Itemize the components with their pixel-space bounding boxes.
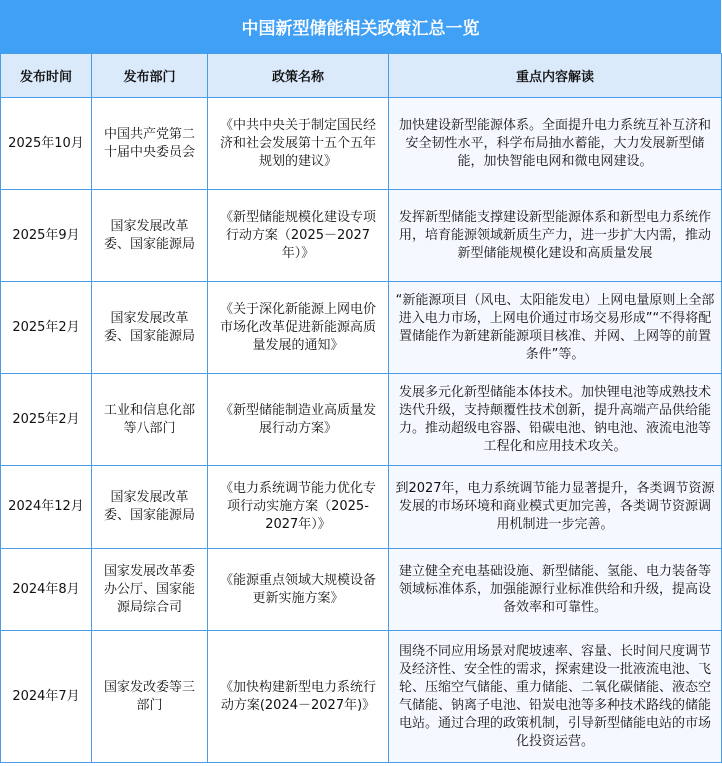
- table-row: [1, 282, 722, 374]
- table-row: [1, 98, 722, 190]
- policy-table: [0, 53, 722, 763]
- cell-date: 2025年2月: [1, 282, 92, 374]
- cell-department: 工业和信息化部等八部门: [92, 374, 208, 466]
- cell-policy: 《新型储能规模化建设专项行动方案（2025－2027年）》: [208, 190, 389, 282]
- header-date: 发布时间: [1, 54, 92, 98]
- cell-summary: 加快建设新型能源体系。全面提升电力系统互补互济和安全韧性水平，科学布局抽水蓄能，大力发展新型储能，加快智能电网和微电网建设。: [389, 98, 722, 190]
- header-key-content: 重点内容解读: [389, 54, 722, 98]
- cell-date: 2024年8月: [1, 549, 92, 631]
- cell-department: 国家发展改革委、国家能源局: [92, 282, 208, 374]
- cell-date: 2025年9月: [1, 190, 92, 282]
- cell-summary: 到2027年，电力系统调节能力显著提升，各类调节资源发展的市场环境和商业模式更加完善，各类调节资源调用机制进一步完善。: [389, 466, 722, 549]
- cell-policy: 《新型储能制造业高质量发展行动方案》: [208, 374, 389, 466]
- cell-date: 2025年10月: [1, 98, 92, 190]
- cell-date: 2025年2月: [1, 374, 92, 466]
- cell-department: 国家发展改革委办公厅、国家能源局综合司: [92, 549, 208, 631]
- cell-department: 国家发改委等三部门: [92, 631, 208, 763]
- cell-department: 国家发展改革委、国家能源局: [92, 190, 208, 282]
- cell-policy: 《关于深化新能源上网电价市场化改革促进新能源高质量发展的通知》: [208, 282, 389, 374]
- cell-summary: 发挥新型储能支撑建设新型能源体系和新型电力系统作用，培育能源领域新质生产力，进一步扩大内需，推动新型储能规模化建设和高质量发展: [389, 190, 722, 282]
- table-row: [1, 466, 722, 549]
- cell-summary: 建立健全充电基础设施、新型储能、氢能、电力装备等领域标准体系，加强能源行业标准供给和升级，提高设备效率和可靠性。: [389, 549, 722, 631]
- cell-date: 2024年12月: [1, 466, 92, 549]
- document-title: 中国新型储能相关政策汇总一览: [0, 0, 721, 53]
- header-department: 发布部门: [92, 54, 208, 98]
- header-policy-name: 政策名称: [208, 54, 389, 98]
- cell-policy: 《能源重点领域大规模设备更新实施方案》: [208, 549, 389, 631]
- table-row: [1, 190, 722, 282]
- cell-summary: “新能源项目（风电、太阳能发电）上网电量原则上全部进入电力市场，上网电价通过市场交易形成”“不得将配置储能作为新建新能源项目核准、并网、上网等的前置条件”等。: [389, 282, 722, 374]
- cell-policy: 《加快构建新型电力系统行动方案(2024－2027年)》: [208, 631, 389, 763]
- cell-date: 2024年7月: [1, 631, 92, 763]
- cell-summary: 围绕不同应用场景对爬坡速率、容量、长时间尺度调节及经济性、安全性的需求，探索建设一批液流电池、飞轮、压缩空气储能、重力储能、二氧化碳储能、液态空气储能、钠离子电池、铅炭电池等多种技术路线的储能电站。通过合理的政策机制，引导新型储能电站的市场化投资运营。: [389, 631, 722, 763]
- cell-department: 国家发展改革委、国家能源局: [92, 466, 208, 549]
- table-row: [1, 549, 722, 631]
- cell-policy: 《电力系统调节能力优化专项行动实施方案（2025-2027年）》: [208, 466, 389, 549]
- cell-policy: 《中共中央关于制定国民经济和社会发展第十五个五年规划的建议》: [208, 98, 389, 190]
- table-row: [1, 631, 722, 763]
- cell-department: 中国共产党第二十届中央委员会: [92, 98, 208, 190]
- cell-summary: 发展多元化新型储能本体技术。加快锂电池等成熟技术迭代升级，支持颠覆性技术创新，提升高端产品供给能力。推动超级电容器、铅碳电池、钠电池、液流电池等工程化和应用技术攻关。: [389, 374, 722, 466]
- table-row: [1, 374, 722, 466]
- table-header-row: [1, 54, 722, 98]
